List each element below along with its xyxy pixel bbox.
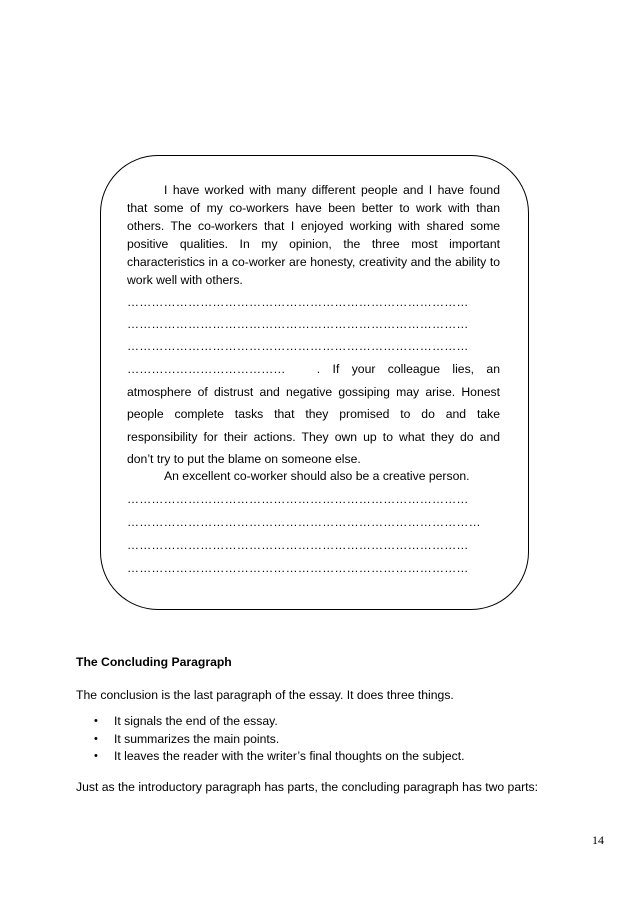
dotted-blank-line-1: ………………………………………………………………………… [127, 295, 469, 309]
section-closing: Just as the introductory paragraph has parts, the concluding paragraph has two parts: [76, 780, 539, 794]
dotted-blank-line-7: ………………………………………………………………………… [127, 538, 469, 552]
section-intro: The conclusion is the last paragraph of the essay. It does three things. [76, 688, 454, 702]
dotted-blank-line-8: ………………………………………………………………………… [127, 561, 469, 575]
dotted-blank-line-3: ………………………………………………………………………… [127, 339, 469, 353]
list-item-text: It leaves the reader with the writer’s final thoughts on the subject. [114, 749, 465, 763]
box-paragraph-3 [127, 467, 500, 485]
box-paragraph-2-first-words: . If your colleague lies, an [316, 362, 500, 376]
paragraph-indent [127, 183, 164, 197]
box-paragraph-2 [127, 358, 500, 471]
box-paragraph-1 [127, 181, 500, 289]
dotted-blank-line-4: ………………………………… [127, 362, 286, 376]
list-item-text: It summarizes the main points. [114, 731, 280, 746]
dotted-blank-line-6: …………………………………………………………………………… [127, 515, 481, 529]
section-heading: The Concluding Paragraph [76, 655, 232, 669]
box-paragraph-2-first-line [127, 358, 500, 381]
list-item-text: It signals the end of the essay. [114, 714, 278, 728]
bullet-icon: • [94, 732, 98, 745]
box-paragraph-3-text: An excellent co-worker should also be a creative person. [164, 469, 470, 483]
dotted-blank-line-5: ………………………………………………………………………… [127, 492, 469, 506]
list-item [94, 713, 464, 731]
list-item [94, 731, 464, 749]
bullet-list [94, 713, 464, 766]
bullet-icon: • [94, 750, 98, 762]
box-paragraph-2-text: atmosphere of distrust and negative gossiping may arise. Honest people complete tasks that they promised to do and take responsibility for their actions. They own up to what they do and don’t try to put the blame on someone else. [127, 384, 500, 466]
list-item [94, 748, 464, 766]
paragraph-indent [127, 469, 164, 483]
bullet-icon: • [94, 715, 98, 727]
box-paragraph-1-text: I have worked with many different people and I have found that some of my co-workers have been better to work with than others. The co-workers that I enjoyed working with shared some positive qualities. In my opinion, the three most important characteristics in a co-worker are honesty, creativity and the ability to work well with others. [127, 183, 500, 287]
page-number: 14 [592, 833, 604, 847]
dotted-blank-line-2: ………………………………………………………………………… [127, 317, 469, 331]
